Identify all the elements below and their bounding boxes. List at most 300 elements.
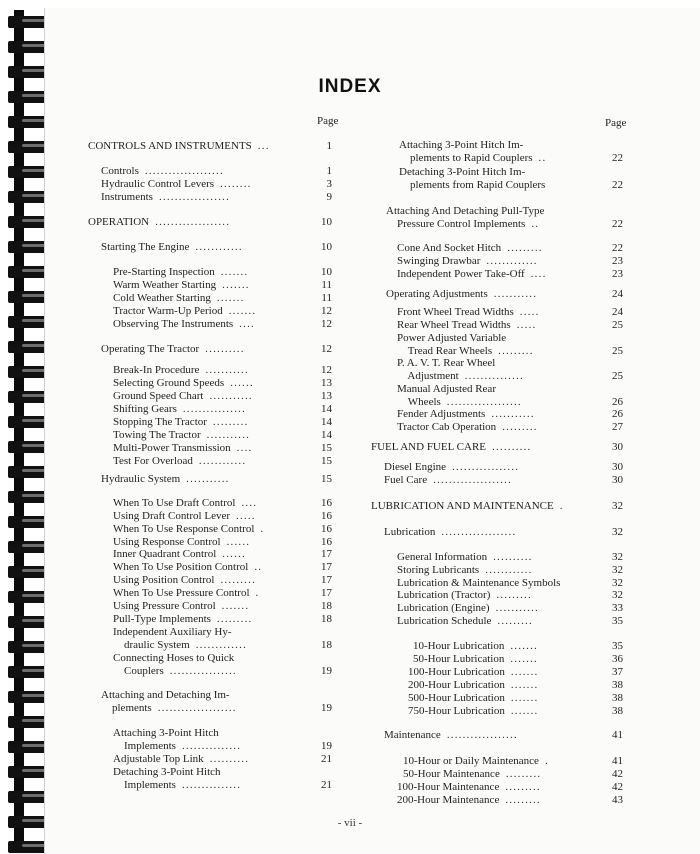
entry-label: Maintenance xyxy=(384,729,441,741)
entry-page-number: 22 xyxy=(612,218,623,230)
left-index-entry xyxy=(113,442,252,455)
entry-page-number: 17 xyxy=(321,561,332,573)
entry-leader-dots: ................. xyxy=(452,461,520,473)
entry-page-number: 17 xyxy=(321,587,332,599)
entry-label: Hydraulic System xyxy=(101,473,181,485)
entry-page-number: 19 xyxy=(321,702,332,714)
entry-leader-dots: .................... xyxy=(433,474,513,486)
entry-leader-dots: ..... xyxy=(516,319,537,331)
right-index-entry xyxy=(399,152,546,165)
page-number-footer: - vii - xyxy=(337,817,363,829)
entry-label: 200-Hour Lubrication xyxy=(408,679,505,691)
entry-leader-dots: ......... xyxy=(505,768,542,780)
entry-leader-dots: ........... xyxy=(206,429,251,441)
left-index-entry xyxy=(113,510,256,523)
entry-label: Starting The Engine xyxy=(101,241,190,253)
right-index-entry xyxy=(408,692,539,705)
entry-page-number: 19 xyxy=(321,665,332,677)
entry-page-number: 12 xyxy=(321,305,332,317)
entry-page-number: 10 xyxy=(321,266,332,278)
entry-leader-dots: .......... xyxy=(209,753,250,765)
entry-page-number: 18 xyxy=(321,613,332,625)
entry-leader-dots: ............ xyxy=(198,455,247,467)
entry-label: Adjustable Top Link xyxy=(113,753,204,765)
entry-label: Tractor Warm-Up Period xyxy=(113,305,223,317)
entry-leader-dots: ....... xyxy=(220,266,249,278)
entry-page-number: 11 xyxy=(321,279,332,291)
entry-label: plements xyxy=(101,702,152,714)
entry-leader-dots: ............... xyxy=(464,370,524,382)
entry-page-number: 32 xyxy=(612,577,623,589)
entry-label: Diesel Engine xyxy=(384,461,447,473)
entry-label: Swinging Drawbar xyxy=(397,255,481,267)
right-index-entry xyxy=(408,679,539,692)
entry-leader-dots: ....... xyxy=(510,679,539,691)
entry-page-number: 37 xyxy=(612,666,623,678)
entry-label: draulic System xyxy=(113,639,190,651)
entry-leader-dots: . xyxy=(255,587,260,599)
entry-page-number: 22 xyxy=(612,152,623,164)
left-index-entry xyxy=(113,600,249,613)
entry-page-number: 15 xyxy=(321,473,332,485)
right-index-entry xyxy=(397,383,502,396)
entry-page-number: 16 xyxy=(321,536,332,548)
entry-leader-dots: . xyxy=(559,500,564,512)
left-index-entry xyxy=(113,403,246,416)
entry-label: Instruments xyxy=(101,191,153,203)
entry-leader-dots: ................. xyxy=(169,665,237,677)
entry-label: Tractor Cab Operation xyxy=(397,421,497,433)
right-index-entry xyxy=(384,526,516,539)
left-index-entry xyxy=(101,178,252,191)
entry-leader-dots: ............ xyxy=(485,564,533,576)
entry-page-number: 35 xyxy=(612,615,623,627)
entry-leader-dots: ......... xyxy=(498,345,534,357)
entry-leader-dots: ...... xyxy=(222,548,246,560)
left-index-entry xyxy=(113,548,246,561)
entry-page-number: 9 xyxy=(326,191,332,203)
left-index-entry xyxy=(113,613,252,626)
entry-label: Using Position Control xyxy=(113,574,215,586)
entry-page-number: 14 xyxy=(321,416,332,428)
left-index-entry xyxy=(113,497,257,510)
entry-leader-dots: .......... xyxy=(492,441,532,453)
entry-label: 100-Hour Maintenance xyxy=(397,781,500,793)
entry-label: When To Use Draft Control xyxy=(113,497,236,509)
right-index-entry xyxy=(397,242,543,255)
entry-leader-dots: ... xyxy=(257,140,270,152)
entry-label: Independent Auxiliary Hy- xyxy=(113,626,232,638)
entry-leader-dots: ............... xyxy=(181,779,242,791)
right-index-entry xyxy=(384,729,518,742)
entry-label: Shifting Gears xyxy=(113,403,177,415)
entry-label: Controls xyxy=(101,165,139,177)
entry-page-number: 3 xyxy=(326,178,332,190)
entry-label: Lubrication (Engine) xyxy=(397,602,490,614)
entry-leader-dots: ........... xyxy=(495,602,540,614)
entry-leader-dots: .... xyxy=(241,497,258,509)
entry-leader-dots: ............. xyxy=(486,255,538,267)
right-index-entry xyxy=(397,564,533,577)
entry-label: Fuel Care xyxy=(384,474,428,486)
left-index-entry xyxy=(113,318,255,331)
entry-page-number: 32 xyxy=(612,551,623,563)
entry-label: Independent Power Take-Off xyxy=(397,268,525,280)
left-index-entry xyxy=(113,652,240,665)
entry-label: Attaching And Detaching Pull-Type xyxy=(386,205,545,217)
entry-label: Lubrication xyxy=(384,526,436,538)
entry-page-number: 15 xyxy=(321,442,332,454)
entry-label: OPERATION xyxy=(88,216,150,228)
entry-label: Test For Overload xyxy=(113,455,193,467)
entry-label: Detaching 3-Point Hitch xyxy=(113,766,221,778)
right-index-entry xyxy=(397,421,538,434)
entry-label: 200-Hour Maintenance xyxy=(397,794,500,806)
left-index-entry xyxy=(113,305,256,318)
right-index-entry xyxy=(397,268,547,281)
entry-leader-dots: .................... xyxy=(157,702,237,714)
entry-page-number: 33 xyxy=(612,602,623,614)
entry-page-number: 16 xyxy=(321,523,332,535)
entry-label: Lubrication (Tractor) xyxy=(397,589,491,601)
entry-page-number: 26 xyxy=(612,408,623,420)
entry-label: When To Use Position Control xyxy=(113,561,249,573)
entry-page-number: 12 xyxy=(321,364,332,376)
entry-leader-dots: ......... xyxy=(220,574,257,586)
entry-page-number: 24 xyxy=(612,288,623,300)
entry-leader-dots: ......... xyxy=(216,613,253,625)
entry-leader-dots: ................... xyxy=(155,216,231,228)
entry-page-number: 19 xyxy=(321,740,332,752)
left-index-entry xyxy=(113,727,225,740)
entry-label: General Information xyxy=(397,551,488,563)
entry-label: Manual Adjusted Rear xyxy=(397,383,496,395)
entry-label: Using Draft Control Lever xyxy=(113,510,230,522)
entry-leader-dots: ..... xyxy=(519,306,540,318)
entry-label: plements to Rapid Couplers xyxy=(399,152,533,164)
entry-label: Wheels xyxy=(397,396,441,408)
entry-leader-dots: ......... xyxy=(502,421,538,433)
entry-page-number: 21 xyxy=(321,753,332,765)
right-index-entry xyxy=(397,306,540,319)
entry-page-number: 10 xyxy=(321,241,332,253)
entry-page-number: 32 xyxy=(612,589,623,601)
entry-label: Stopping The Tractor xyxy=(113,416,207,428)
left-index-entry xyxy=(113,523,264,536)
entry-label: Operating The Tractor xyxy=(101,343,200,355)
left-index-entry xyxy=(113,429,250,442)
entry-page-number: 15 xyxy=(321,455,332,467)
entry-page-number: 25 xyxy=(612,319,623,331)
entry-page-number: 16 xyxy=(321,497,332,509)
entry-label: Adjustment xyxy=(397,370,459,382)
entry-label: Cone And Socket Hitch xyxy=(397,242,502,254)
entry-leader-dots: ....... xyxy=(216,292,245,304)
right-index-entry xyxy=(413,653,538,666)
entry-leader-dots: .... xyxy=(530,268,547,280)
left-index-entry xyxy=(113,364,249,377)
entry-leader-dots: ....... xyxy=(222,279,250,291)
left-index-entry xyxy=(113,266,248,279)
right-index-entry xyxy=(397,319,536,332)
right-index-entry xyxy=(397,781,541,794)
left-index-entry xyxy=(113,753,249,766)
entry-leader-dots: ........ xyxy=(220,178,252,190)
page-title: INDEX xyxy=(318,76,382,97)
entry-label: Front Wheel Tread Widths xyxy=(397,306,514,318)
entry-leader-dots: ...... xyxy=(230,377,254,389)
entry-label: Selecting Ground Speeds xyxy=(113,377,225,389)
entry-page-number: 30 xyxy=(612,441,623,453)
right-index-entry xyxy=(397,357,501,370)
entry-page-number: 24 xyxy=(612,306,623,318)
page-column-header-right: Page xyxy=(605,117,627,129)
entry-label: Cold Weather Starting xyxy=(113,292,211,304)
entry-label: Pull-Type Implements xyxy=(113,613,211,625)
entry-leader-dots: ....... xyxy=(510,705,539,717)
entry-label: Lubrication Schedule xyxy=(397,615,492,627)
right-index-entry xyxy=(399,179,551,192)
entry-page-number: 25 xyxy=(612,345,623,357)
right-index-entry xyxy=(397,602,539,615)
entry-page-number: 18 xyxy=(321,639,332,651)
entry-leader-dots: ..... xyxy=(236,510,256,522)
entry-leader-dots: ................... xyxy=(441,526,517,538)
entry-page-number: 1 xyxy=(326,140,332,152)
entry-page-number: 23 xyxy=(612,255,623,267)
entry-leader-dots: ....... xyxy=(510,640,538,652)
right-index-entry xyxy=(397,370,524,383)
entry-label: Operating Adjustments xyxy=(386,288,488,300)
entry-page-number: 17 xyxy=(321,574,332,586)
entry-label: P. A. V. T. Rear Wheel xyxy=(397,357,496,369)
entry-page-number: 18 xyxy=(321,600,332,612)
left-index-entry xyxy=(113,279,250,292)
left-index-entry xyxy=(113,416,248,429)
left-index-entry xyxy=(113,292,245,305)
entry-leader-dots: ......... xyxy=(496,589,532,601)
left-index-entry xyxy=(101,165,224,178)
binding-spine xyxy=(0,0,48,854)
left-index-entry xyxy=(113,766,227,779)
left-index-entry xyxy=(88,216,230,229)
entry-label: Detaching 3-Point Hitch Im- xyxy=(399,166,526,178)
entry-page-number: 25 xyxy=(612,370,623,382)
entry-page-number: 16 xyxy=(321,510,332,522)
left-index-entry xyxy=(113,740,241,753)
entry-label: Hydraulic Control Levers xyxy=(101,178,215,190)
entry-page-number: 21 xyxy=(321,779,332,791)
right-index-entry xyxy=(371,441,532,454)
right-index-entry xyxy=(408,705,539,718)
entry-label: Warm Weather Starting xyxy=(113,279,217,291)
entry-page-number: 26 xyxy=(612,396,623,408)
left-index-entry xyxy=(101,689,236,702)
entry-label: Power Adjusted Variable xyxy=(397,332,507,344)
right-index-entry xyxy=(397,589,532,602)
entry-label: Implements xyxy=(113,779,176,791)
entry-label: 750-Hour Lubrication xyxy=(408,705,505,717)
entry-label: plements from Rapid Couplers xyxy=(399,179,546,191)
entry-leader-dots: ......... xyxy=(505,794,541,806)
entry-label: Using Pressure Control xyxy=(113,600,216,612)
left-index-entry xyxy=(101,343,245,356)
entry-page-number: 22 xyxy=(612,179,623,191)
right-index-entry xyxy=(397,255,538,268)
left-index-entry xyxy=(113,665,237,678)
entry-label: Rear Wheel Tread Widths xyxy=(397,319,511,331)
left-index-entry xyxy=(101,241,243,254)
entry-leader-dots: ........... xyxy=(491,408,535,420)
left-index-entry xyxy=(113,779,241,792)
entry-page-number: 13 xyxy=(321,377,332,389)
entry-page-number: 14 xyxy=(321,403,332,415)
entry-leader-dots: .. xyxy=(531,218,540,230)
entry-page-number: 12 xyxy=(321,318,332,330)
entry-page-number: 30 xyxy=(612,461,623,473)
entry-label: Tread Rear Wheels xyxy=(397,345,493,357)
entry-label: Implements xyxy=(113,740,176,752)
right-index-entry xyxy=(413,640,538,653)
entry-leader-dots: . xyxy=(544,755,549,767)
entry-leader-dots: ......... xyxy=(507,242,543,254)
right-index-entry xyxy=(397,794,541,807)
right-index-entry xyxy=(397,551,533,564)
entry-page-number: 17 xyxy=(321,548,332,560)
left-index-entry xyxy=(113,561,262,574)
right-index-entry xyxy=(403,768,541,781)
entry-leader-dots: ....... xyxy=(510,692,539,704)
entry-page-number: 10 xyxy=(321,216,332,228)
entry-page-number: 30 xyxy=(612,474,623,486)
entry-label: Connecting Hoses to Quick xyxy=(113,652,235,664)
entry-page-number: 38 xyxy=(612,679,623,691)
entry-leader-dots: ........... xyxy=(209,390,253,402)
left-index-entry xyxy=(113,639,247,652)
entry-leader-dots: .................. xyxy=(446,729,518,741)
entry-page-number: 32 xyxy=(612,564,623,576)
entry-leader-dots: ......... xyxy=(497,615,533,627)
entry-leader-dots: ............... xyxy=(181,740,242,752)
page-column-header-left: Page xyxy=(317,115,339,127)
entry-label: Fender Adjustments xyxy=(397,408,486,420)
entry-page-number: 12 xyxy=(321,343,332,355)
entry-leader-dots: ............. xyxy=(195,639,248,651)
entry-leader-dots: ....... xyxy=(510,666,539,678)
entry-leader-dots: .... xyxy=(236,442,253,454)
entry-label: 50-Hour Maintenance xyxy=(403,768,500,780)
entry-label: Break-In Procedure xyxy=(113,364,200,376)
entry-label: Storing Lubricants xyxy=(397,564,480,576)
left-index-entry xyxy=(113,574,256,587)
entry-leader-dots: ........... xyxy=(186,473,230,485)
entry-label: Observing The Instruments xyxy=(113,318,234,330)
entry-leader-dots: ...... xyxy=(226,536,251,548)
left-index-entry xyxy=(113,587,259,600)
entry-page-number: 41 xyxy=(612,755,623,767)
entry-label: When To Use Response Control xyxy=(113,523,255,535)
entry-page-number: 38 xyxy=(612,692,623,704)
entry-leader-dots: ....... xyxy=(510,653,538,665)
left-index-entry xyxy=(113,390,253,403)
entry-leader-dots: ........... xyxy=(205,364,249,376)
left-index-entry xyxy=(88,140,270,153)
entry-page-number: 35 xyxy=(612,640,623,652)
entry-page-number: 11 xyxy=(321,292,332,304)
left-index-entry xyxy=(113,626,238,639)
entry-leader-dots: ................ xyxy=(182,403,247,415)
entry-label: Towing The Tractor xyxy=(113,429,201,441)
entry-label: Lubrication & Maintenance Symbols xyxy=(397,577,561,589)
right-index-entry xyxy=(397,615,533,628)
right-index-entry xyxy=(386,218,539,231)
entry-label: Attaching 3-Point Hitch Im- xyxy=(399,139,524,151)
right-index-entry xyxy=(399,166,531,179)
entry-page-number: 36 xyxy=(612,653,623,665)
entry-page-number: 32 xyxy=(612,500,623,512)
entry-label: Pressure Control Implements xyxy=(386,218,526,230)
left-index-entry xyxy=(113,377,254,390)
entry-leader-dots: ....... xyxy=(228,305,257,317)
entry-label: Attaching 3-Point Hitch xyxy=(113,727,219,739)
right-index-entry xyxy=(386,205,550,218)
entry-page-number: 1 xyxy=(326,165,332,177)
left-index-entry xyxy=(101,702,237,715)
entry-label: Multi-Power Transmission xyxy=(113,442,231,454)
entry-leader-dots: ......... xyxy=(505,781,541,793)
entry-page-number: 23 xyxy=(612,268,623,280)
entry-page-number: 22 xyxy=(612,242,623,254)
entry-label: 50-Hour Lubrication xyxy=(413,653,505,665)
entry-page-number: 14 xyxy=(321,429,332,441)
entry-leader-dots: ............ xyxy=(195,241,243,253)
entry-page-number: 13 xyxy=(321,390,332,402)
left-index-entry xyxy=(101,191,230,204)
entry-label: When To Use Pressure Control xyxy=(113,587,250,599)
left-index-entry xyxy=(113,455,246,468)
entry-page-number: 42 xyxy=(612,781,623,793)
entry-page-number: 27 xyxy=(612,421,623,433)
left-index-entry xyxy=(101,473,230,486)
entry-leader-dots: .......... xyxy=(493,551,533,563)
entry-leader-dots: .. xyxy=(254,561,263,573)
entry-label: 10-Hour Lubrication xyxy=(413,640,505,652)
entry-leader-dots: .................. xyxy=(158,191,231,203)
entry-leader-dots: .......... xyxy=(205,343,245,355)
entry-label: Using Response Control xyxy=(113,536,221,548)
entry-leader-dots: .... xyxy=(239,318,255,330)
right-index-entry xyxy=(384,474,512,487)
entry-label: Couplers xyxy=(113,665,164,677)
entry-leader-dots: ......... xyxy=(212,416,249,428)
entry-page-number: 43 xyxy=(612,794,623,806)
right-index-entry xyxy=(384,461,519,474)
entry-label: FUEL AND FUEL CARE xyxy=(371,441,486,453)
entry-leader-dots: .................... xyxy=(144,165,224,177)
entry-label: CONTROLS AND INSTRUMENTS xyxy=(88,140,252,152)
entry-label: Ground Speed Chart xyxy=(113,390,204,402)
entry-page-number: 32 xyxy=(612,526,623,538)
right-index-entry xyxy=(408,666,539,679)
entry-label: Pre-Starting Inspection xyxy=(113,266,215,278)
right-index-entry xyxy=(386,288,537,301)
entry-label: Inner Quadrant Control xyxy=(113,548,217,560)
entry-page-number: 38 xyxy=(612,705,623,717)
entry-label: Attaching and Detaching Im- xyxy=(101,689,230,701)
entry-leader-dots: . xyxy=(260,523,265,535)
entry-leader-dots: .. xyxy=(538,152,547,164)
entry-page-number: 41 xyxy=(612,729,623,741)
